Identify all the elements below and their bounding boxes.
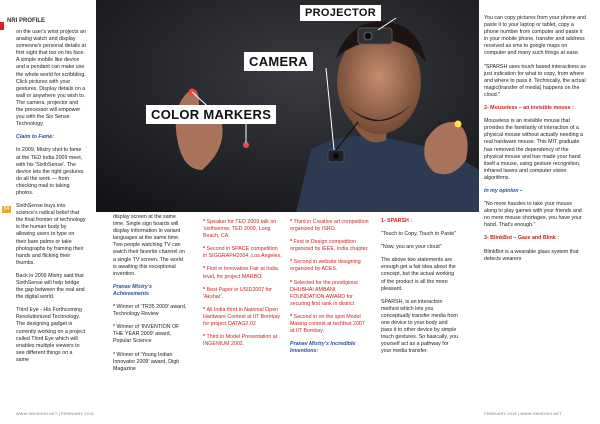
achievement-item: * Winner of 'Young Indian Innovator 2009' award, Digit Magazine	[113, 351, 179, 372]
heading-achievements: Pranav Mistry's Achievements	[113, 283, 152, 297]
heading-claim-to-fame: Claim to Fame:	[16, 134, 54, 141]
footer-right: FEBRUARY 2018 | WWW.SBHIDSHI.NET	[484, 412, 562, 416]
col6-paragraph-2: "SPARSH uses touch based interactions as just indication for what to copy, from where and where to pass it. Technically, the actual magic(transfer of media) happens on the cloud."	[484, 63, 586, 98]
footer-left: WWW.SBHIDSHI.NET | FEBRUARY 2018	[16, 412, 94, 416]
heading-sparsh: 1- SPARSH :	[381, 218, 413, 224]
col5-paragraph-3: The above two statements are enough get a fair idea about the concept, but the actual working of the product is all the more pleasant.	[381, 257, 456, 292]
achievement-item: * Winner of 'INVENTION OF THE YEAR 2009' award, Popular Science	[113, 324, 180, 345]
achievement-item: * First in Innovation Fair at India level, for project MARBO.	[203, 266, 278, 280]
achievement-item: * Second in website designing organized by ACES.	[290, 259, 361, 273]
achievement-item: * Winner of 'TR35 2009' award, Technology Review	[113, 304, 187, 318]
achievement-item: * Third in Model Presentation at INGENIUM 2002.	[203, 334, 278, 348]
heading-mouseless: 2- Mouseless – an invisible mouse :	[484, 105, 574, 112]
col6-paragraph-4: "No more hassles to take your mouse along to play games with your friends and no more mouse shortages, you have your hand. That's enough."	[484, 201, 582, 229]
col5-paragraph-4: SPARSH, is an interaction method which lets you conceptually transfer media from one device to your body and pass it to other device by simple touch gestures. So basically, you yourself act as a pathway for your media transfer.	[381, 298, 459, 355]
column-1	[16, 29, 86, 370]
achievement-item: * Second in on the spot Model Making contest at techfest 2007 at IIT Bombay.	[290, 313, 365, 335]
achievement-item: * Speaker for TED 2009 talk on 'sixthsense, TED 2009, Long Beach, CA.	[203, 219, 277, 240]
col5-paragraph-2: "Now, you are your cloud"	[381, 244, 442, 251]
section-header: NRI PROFILE	[7, 18, 46, 24]
achievement-item: * Second in SPACE competition in SIGGRAPH2004, Los Angeles.	[203, 246, 282, 260]
col1-paragraph-1: on the user's wrist projects an analog watch and display someone's personal details at first sight that too on his face. A simple mobile like device and a pendant can make use the whole world for scribbling. Click pictures with your gestures. Display details on a wall or anywhere you wish to. The camera, projector and the processor will empower you with the Six Sense Technology.	[16, 29, 86, 128]
achievement-item: * Best Paper in USID2007 for 'Akshar'.	[203, 286, 272, 300]
col6-paragraph-5: BlinkBot is a wearable glass system that detects wearers	[484, 248, 579, 262]
achievement-item: * Third in Creative art competition organized by ISRO.	[290, 219, 369, 233]
col1-paragraph-3: SixthSense buys into science's radical belief that the final frontier of technology is the human body by allowing users to type on their bare palms or take photographs by framing their hands and flicking their thumbs.	[16, 203, 86, 266]
label-color-markers: COLOR MARKERS	[146, 105, 276, 124]
section-tab-marker	[0, 22, 4, 30]
achievement-item: * First in Design competition organized by IEEE, India chapter.	[290, 239, 369, 253]
label-camera: CAMERA	[244, 52, 313, 71]
col1-paragraph-2: In 2009, Mistry shot to fame at the TED India 2009 meet, with his 'SixthSense'. The device lets the right gestures do all the work — from checking mail to taking photos.	[16, 147, 84, 196]
page-number: 54	[3, 206, 10, 212]
label-projector: PROJECTOR	[300, 5, 381, 21]
col6-paragraph-3: Mouseless is an invisible mouse that provides the familiarity of interaction of a physical mouse without actually needing a real hardware mouse. This MIT graduate has removed the dependency of the physical mouse and has made your hand itself a mouse, using gesture recognition, infrared lasers and computer vision algorithms.	[484, 118, 583, 181]
col1-paragraph-4: Back in 2009 Mistry said that SixthSense will help bridge the gap between the real and the digital world.	[16, 272, 85, 301]
sixthsense-photo	[96, 0, 479, 212]
heading-opinion: In my opinion –	[484, 187, 523, 194]
column-4	[290, 219, 370, 361]
column-3	[203, 219, 283, 354]
achievement-item: * All India third in National Open Hardware Contest at IIT Bombay for project DATAG2.02	[203, 306, 281, 328]
heading-blinkbot: 3- BlinkBot – Gaze and Blink :	[484, 235, 560, 242]
achievement-item: * Selected for the prestigious DHUBHAI AMBANI FOUNDATION AWARD for securing first rank in district	[290, 279, 358, 307]
col5-paragraph-1: "Touch to Copy, Touch to Paste"	[381, 231, 457, 238]
column-6	[484, 15, 586, 269]
heading-inventions: Pranav Mistry's Incredible Inventions:	[290, 341, 356, 355]
col2-paragraph-1: display screen at the same time. Single sign boards will display information in variant languages at the same time. Two people watching TV can watch their favorite channel on a single TV screen. The world is awaiting this exceptional invention.	[113, 214, 185, 277]
col6-paragraph-1: You can copy pictures from your phone and paste it to your laptop or tablet, copy a phone number from computer and paste it in your mobile phone, transfer and address received as sms to google maps on computer and many such things at ease.	[484, 15, 586, 57]
column-2	[113, 214, 187, 379]
column-5	[381, 218, 459, 362]
col1-paragraph-5: Third Eye - His Forthcoming Revolutionized Technology. The designing gadget is currently working on a project called Third Eye which will enables multiple viewers to see different things on a same	[16, 307, 86, 363]
